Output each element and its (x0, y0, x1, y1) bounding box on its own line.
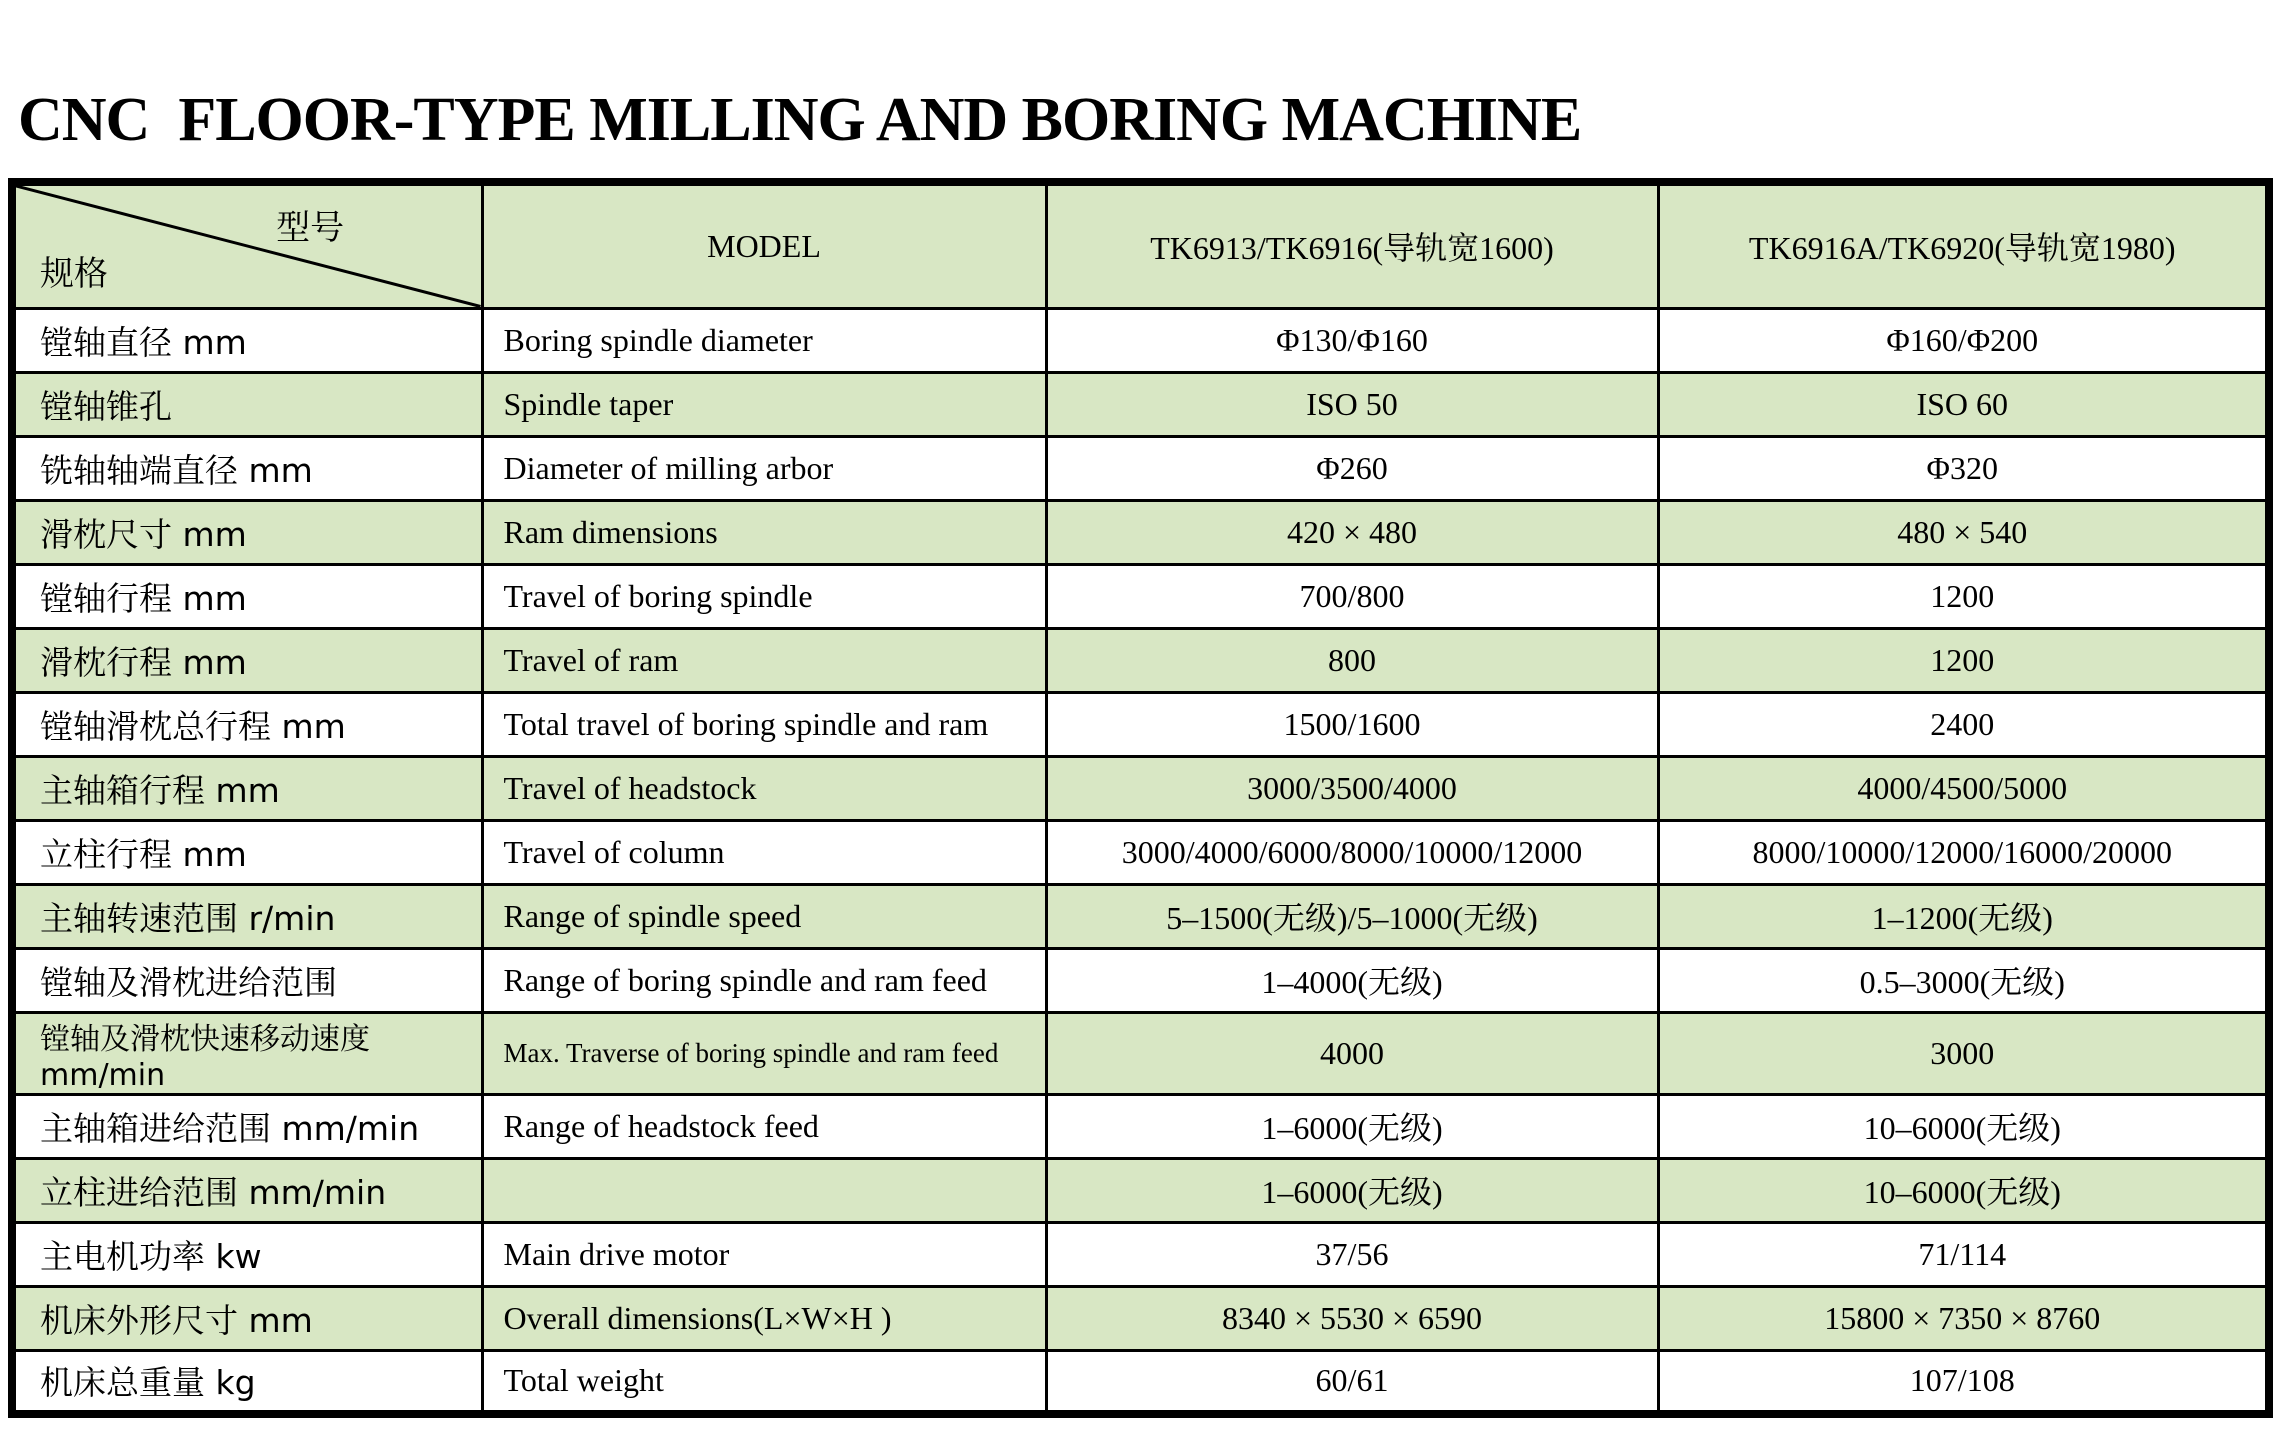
value-model-2: Φ320 (1658, 436, 2269, 500)
value-model-2: 8000/10000/12000/16000/20000 (1658, 820, 2269, 884)
spec-name-en: Total travel of boring spindle and ram (482, 692, 1046, 756)
value-model-1: 4000 (1046, 1012, 1658, 1094)
spec-name-cn: 滑枕尺寸 mm (12, 500, 482, 564)
value-model-2: 10–6000(无级) (1658, 1094, 2269, 1158)
header-row (12, 182, 2269, 308)
value-model-1: Φ130/Φ160 (1046, 308, 1658, 372)
spec-name-cn: 镗轴及滑枕快速移动速度 mm/min (12, 1012, 482, 1094)
value-model-1: 37/56 (1046, 1222, 1658, 1286)
value-model-2: 1200 (1658, 628, 2269, 692)
corner-label-model-cn: 型号 (276, 208, 345, 248)
value-model-2: 1200 (1658, 564, 2269, 628)
column-header-tk6913: TK6913/TK6916(导轨宽1600) (1046, 182, 1658, 308)
table-row (12, 372, 2269, 436)
value-model-1: 3000/3500/4000 (1046, 756, 1658, 820)
table-row (12, 756, 2269, 820)
value-model-2: 4000/4500/5000 (1658, 756, 2269, 820)
spec-name-en: Travel of ram (482, 628, 1046, 692)
value-model-1: 3000/4000/6000/8000/10000/12000 (1046, 820, 1658, 884)
value-model-1: 420 × 480 (1046, 500, 1658, 564)
value-model-1: 1500/1600 (1046, 692, 1658, 756)
spec-table (8, 178, 2273, 1418)
spec-name-en: Travel of headstock (482, 756, 1046, 820)
page-title: CNC FLOOR-TYPE MILLING AND BORING MACHINE (18, 85, 1582, 154)
spec-name-cn: 镗轴直径 mm (12, 308, 482, 372)
value-model-1: 5–1500(无级)/5–1000(无级) (1046, 884, 1658, 948)
column-header-tk6916a: TK6916A/TK6920(导轨宽1980) (1658, 182, 2269, 308)
value-model-1: 700/800 (1046, 564, 1658, 628)
spec-name-en: Travel of boring spindle (482, 564, 1046, 628)
spec-name-cn: 铣轴轴端直径 mm (12, 436, 482, 500)
value-model-1: 8340 × 5530 × 6590 (1046, 1286, 1658, 1350)
table-row (12, 948, 2269, 1012)
value-model-2: 71/114 (1658, 1222, 2269, 1286)
spec-name-cn: 主轴箱进给范围 mm/min (12, 1094, 482, 1158)
value-model-2: 0.5–3000(无级) (1658, 948, 2269, 1012)
spec-name-en (482, 1158, 1046, 1222)
value-model-2: 107/108 (1658, 1350, 2269, 1414)
value-model-1: 1–6000(无级) (1046, 1094, 1658, 1158)
table-row (12, 564, 2269, 628)
value-model-2: 1–1200(无级) (1658, 884, 2269, 948)
table-row (12, 628, 2269, 692)
spec-name-cn: 立柱行程 mm (12, 820, 482, 884)
value-model-2: 480 × 540 (1658, 500, 2269, 564)
spec-name-en: Main drive motor (482, 1222, 1046, 1286)
spec-name-en: Max. Traverse of boring spindle and ram feed (482, 1012, 1046, 1094)
spec-name-en: Ram dimensions (482, 500, 1046, 564)
spec-name-cn: 主电机功率 kw (12, 1222, 482, 1286)
column-header-model: MODEL (482, 182, 1046, 308)
spec-table-body (12, 308, 2269, 1414)
value-model-2: 2400 (1658, 692, 2269, 756)
table-row (12, 436, 2269, 500)
value-model-1: 800 (1046, 628, 1658, 692)
spec-name-en: Range of spindle speed (482, 884, 1046, 948)
spec-name-cn: 主轴转速范围 r/min (12, 884, 482, 948)
value-model-1: 60/61 (1046, 1350, 1658, 1414)
table-row (12, 820, 2269, 884)
spec-name-en: Diameter of milling arbor (482, 436, 1046, 500)
value-model-1: 1–6000(无级) (1046, 1158, 1658, 1222)
table-row (12, 308, 2269, 372)
spec-name-cn: 机床总重量 kg (12, 1350, 482, 1414)
spec-name-cn: 立柱进给范围 mm/min (12, 1158, 482, 1222)
value-model-2: Φ160/Φ200 (1658, 308, 2269, 372)
value-model-2: 15800 × 7350 × 8760 (1658, 1286, 2269, 1350)
value-model-2: 3000 (1658, 1012, 2269, 1094)
table-row (12, 1286, 2269, 1350)
spec-name-en: Range of headstock feed (482, 1094, 1046, 1158)
spec-name-cn: 机床外形尺寸 mm (12, 1286, 482, 1350)
spec-name-en: Range of boring spindle and ram feed (482, 948, 1046, 1012)
corner-label-spec-cn: 规格 (40, 253, 108, 294)
spec-name-cn: 滑枕行程 mm (12, 628, 482, 692)
spec-name-cn: 镗轴及滑枕进给范围 (12, 948, 482, 1012)
spec-name-en: Overall dimensions(L×W×H ) (482, 1286, 1046, 1350)
table-row (12, 1222, 2269, 1286)
spec-name-cn: 镗轴行程 mm (12, 564, 482, 628)
spec-name-cn: 镗轴锥孔 (12, 372, 482, 436)
spec-name-en: Boring spindle diameter (482, 308, 1046, 372)
table-row (12, 884, 2269, 948)
spec-name-en: Total weight (482, 1350, 1046, 1414)
value-model-2: 10–6000(无级) (1658, 1158, 2269, 1222)
table-row (12, 500, 2269, 564)
spec-name-en: Travel of column (482, 820, 1046, 884)
table-row (12, 1012, 2269, 1094)
table-row (12, 1350, 2269, 1414)
spec-name-cn: 主轴箱行程 mm (12, 756, 482, 820)
table-row (12, 1158, 2269, 1222)
value-model-1: ISO 50 (1046, 372, 1658, 436)
table-row (12, 1094, 2269, 1158)
value-model-1: Φ260 (1046, 436, 1658, 500)
spec-name-cn: 镗轴滑枕总行程 mm (12, 692, 482, 756)
spec-name-en: Spindle taper (482, 372, 1046, 436)
value-model-2: ISO 60 (1658, 372, 2269, 436)
corner-header-cell (12, 182, 482, 308)
table-row (12, 692, 2269, 756)
value-model-1: 1–4000(无级) (1046, 948, 1658, 1012)
